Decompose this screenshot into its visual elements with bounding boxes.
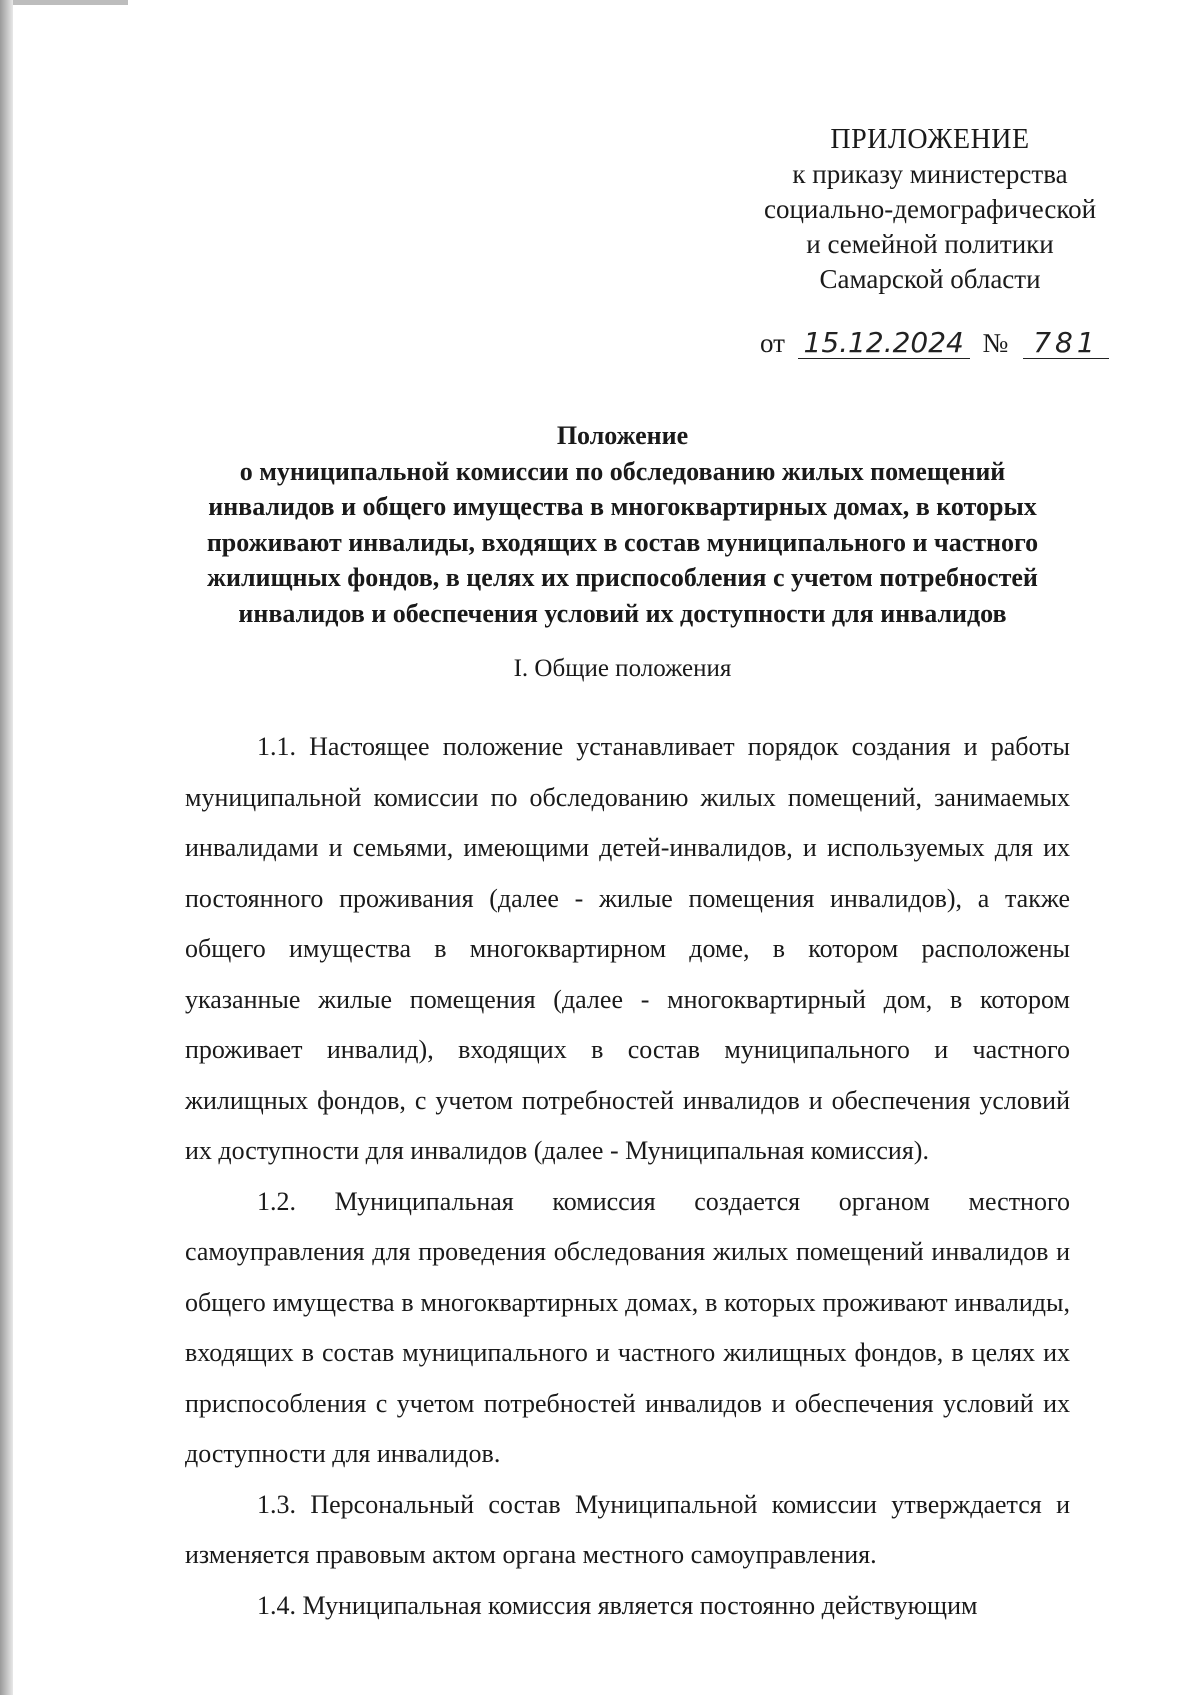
document-heading: Положение	[556, 421, 689, 450]
scan-edge	[0, 0, 13, 1695]
document-title	[185, 418, 1060, 631]
date-prefix: от	[760, 328, 785, 358]
handwritten-number: 781	[1023, 328, 1109, 359]
attachment-line: и семейной политики	[806, 229, 1054, 259]
order-date-line	[760, 328, 1109, 359]
paragraph-1-3: 1.3. Персональный состав Муниципальной комиссии утверждается и изменяется правовым актом органа местного самоуправления.	[185, 1489, 1070, 1569]
attachment-line: Самарской области	[819, 264, 1041, 294]
attachment-line: к приказу министерства	[792, 159, 1068, 189]
attachment-title: ПРИЛОЖЕНИЕ	[830, 124, 1030, 155]
attachment-line: социально-демографической	[763, 194, 1097, 224]
section-heading: I. Общие положения	[513, 655, 732, 682]
handwritten-date: 15.12.2024	[798, 328, 970, 359]
attachment-block	[700, 122, 1160, 297]
document-body	[185, 722, 1070, 1631]
number-sign: №	[982, 328, 1009, 358]
paragraph-1-4: 1.4. Муниципальная комиссия является постоянно действующим	[257, 1590, 978, 1620]
document-subtitle: о муниципальной комиссии по обследованию жилых помещений инвалидов и общего имущества в многоквартирных домах, в которых проживают инвалиды, входящих в состав муниципального и частного жилищных фондов, в целях их приспособления с учетом потребностей инвалидов и обеспечения условий их доступности для инвалидов	[206, 456, 1039, 628]
paragraph-1-1: 1.1. Настоящее положение устанавливает порядок создания и работы муниципальной комиссии по обследованию жилых помещений, занимаемых инвалидами и семьями, имеющими детей-инвалидов, и используемых для их постоянного проживания (далее - жилые помещения инвалидов), а также общего имущества в многоквартирном доме, в котором расположены указанные жилые помещения (далее - многоквартирный дом, в котором проживает инвалид), входящих в состав муниципального и частного жилищных фондов, с учетом потребностей инвалидов и обеспечения условий их доступности для инвалидов (далее - Муниципальная комиссия).	[185, 732, 1070, 1165]
paragraph-1-2: 1.2. Муниципальная комиссия создается органом местного самоуправления для проведения обследования жилых помещений инвалидов и общего имущества в многоквартирных домах, в которых проживают инвалиды, входящих в состав муниципального и частного жилищных фондов, в целях их приспособления с учетом потребностей инвалидов и обеспечения условий их доступности для инвалидов.	[185, 1186, 1070, 1468]
scan-edge-top	[13, 0, 128, 5]
